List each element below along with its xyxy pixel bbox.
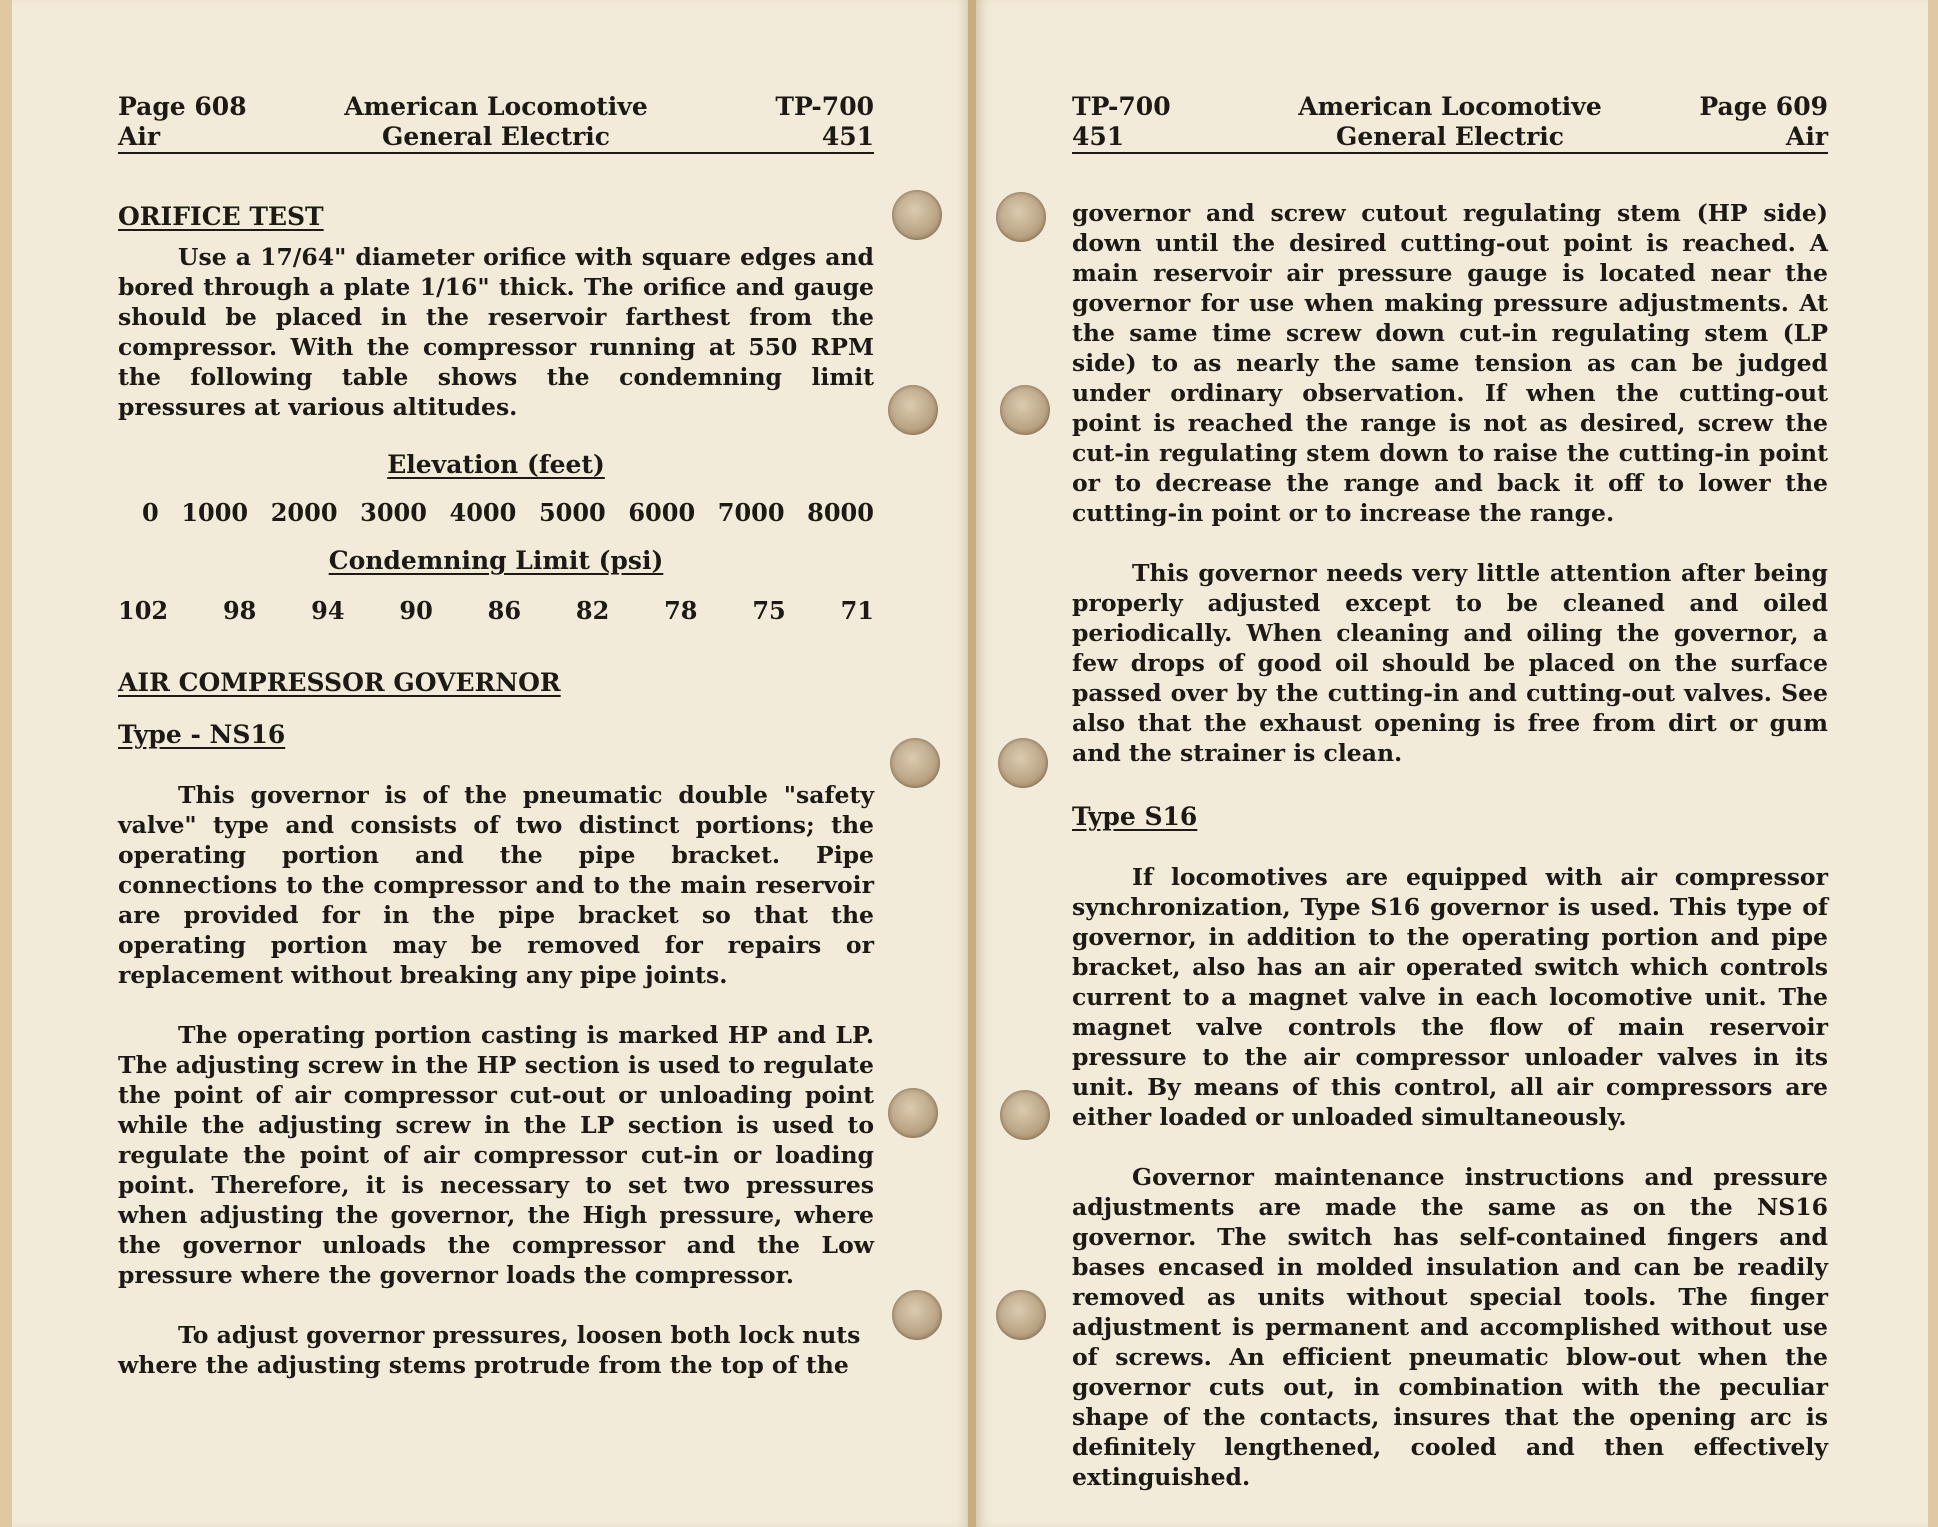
limit-value: 75 [752, 596, 786, 625]
type-ns16-heading: Type - NS16 [118, 720, 286, 749]
binder-hole [1000, 1090, 1050, 1140]
body-paragraph: Governor maintenance instructions and pressure adjustments are made the same as on the NS16 governor. The switch has self-contained fingers and bases encased in molded insulation and can be readily removed as units without special tools. The finger adjustment is permanent and accomplished without use of screws. An efficient pneumatic blow-out when the governor cuts out, in combination with the peculiar shape of the contacts, insures that the opening arc is definitely lengthened, cooled and then effectively extinguished. [1072, 1163, 1828, 1491]
binder-hole [888, 385, 938, 435]
body-paragraph: governor and screw cutout regulating stem (HP side) down until the desired cutting-out point is reached. A main reservoir air pressure gauge is located near the governor for use when making pressure adjustments. At the same time screw down cut-in regulating stem (LP side) to as nearly the same tension as can be judged under ordinary observation. If when the cutting-out point is reached the range is not as desired, screw the cut-in regulating stem down to raise the cutting-in point or to decrease the range and back it off to lower the cutting-in point or to increase the range. [1072, 199, 1828, 527]
body-paragraph: If locomotives are equipped with air compressor synchronization, Type S16 governor is used. This type of governor, in addition to the operating portion and pipe bracket, also has an air operated switch which controls current to a magnet valve in each locomotive unit. The magnet valve controls the flow of main reservoir pressure to the air compressor unloader valves in its unit. By means of this control, all air compressors are either loaded or unloaded simultaneously. [1072, 863, 1828, 1131]
elevation-value: 0 [142, 498, 159, 527]
page-header [118, 92, 874, 154]
limit-value: 90 [399, 596, 433, 625]
elevation-value: 1000 [181, 498, 249, 527]
limit-value: 102 [118, 596, 169, 625]
elevation-row [118, 498, 874, 528]
company-name: American Locomotive [344, 92, 648, 121]
body-paragraph: To adjust governor pressures, loosen both lock nuts where the adjusting stems protrude from the top of the [118, 1321, 861, 1379]
condemning-limit-heading: Condemning Limit (psi) [328, 546, 664, 575]
elevation-value: 7000 [717, 498, 785, 527]
page-number: Page 608 [118, 92, 247, 121]
governor-heading: AIR COMPRESSOR GOVERNOR [118, 668, 561, 697]
elevation-value: 4000 [449, 498, 517, 527]
elevation-value: 5000 [538, 498, 606, 527]
orifice-test-heading: ORIFICE TEST [118, 202, 324, 231]
binder-hole [1000, 385, 1050, 435]
section-label: Air [1785, 122, 1828, 151]
limit-value: 98 [222, 596, 257, 625]
limit-value: 86 [487, 596, 522, 625]
body-paragraph: The operating portion casting is marked HP and LP. The adjusting screw in the HP section is used to regulate the point of air compressor cut-out or unloading point while the adjusting screw in the LP section is used to regulate the point of air compressor cut-in or loading point. Therefore, it is necessary to set two pressures when adjusting the governor, the High pressure, where the governor unloads the compressor and the Low pressure where the governor loads the compressor. [118, 1021, 874, 1289]
limit-value: 82 [575, 596, 610, 625]
binder-hole [892, 190, 942, 240]
binder-hole [996, 192, 1046, 242]
document-subnumber: 451 [1072, 122, 1125, 151]
left-page [12, 0, 970, 1527]
binder-hole [892, 1290, 942, 1340]
right-page [976, 0, 1928, 1527]
limit-value: 78 [664, 596, 698, 625]
limit-value: 94 [311, 596, 345, 625]
body-paragraph: This governor is of the pneumatic double "safety valve" type and consists of two distinct portions; the operating portion and the pipe bracket. Pipe connections to the compressor and to the main reservoir are provided for in the pipe bracket so that the operating portion may be removed for repairs or replacement without breaking any pipe joints. [118, 781, 874, 989]
elevation-value: 3000 [360, 498, 427, 527]
binder-hole [996, 1290, 1046, 1340]
elevation-value: 6000 [628, 498, 696, 527]
page-header [1072, 92, 1828, 154]
left-page-content [118, 92, 874, 1380]
body-paragraph: This governor needs very little attention after being properly adjusted except to be cleaned and oiled periodically. When cleaning and oiling the governor, a few drops of good oil should be placed on the surface passed over by the cutting-in and cutting-out valves. See also that the exhaust opening is free from dirt or gum and the strainer is clean. [1072, 559, 1828, 767]
orifice-test-paragraph: Use a 17/64" diameter orifice with square edges and bored through a plate 1/16" thick. The orifice and gauge should be placed in the reservoir farthest from the compressor. With the compressor running at 550 RPM the following table shows the condemning limit pressures at various altitudes. [118, 243, 874, 421]
company-name-2: General Electric [1335, 122, 1565, 151]
type-s16-heading: Type S16 [1072, 802, 1198, 831]
company-name-2: General Electric [381, 122, 611, 151]
elevation-value: 8000 [807, 498, 874, 527]
limit-value: 71 [840, 596, 874, 625]
document-number: TP-700 [775, 92, 874, 121]
elevation-heading: Elevation (feet) [387, 450, 605, 479]
document-subnumber: 451 [821, 122, 874, 151]
company-name: American Locomotive [1298, 92, 1602, 121]
binder-hole [888, 1088, 938, 1138]
elevation-value: 2000 [270, 498, 338, 527]
section-label: Air [118, 122, 161, 151]
binder-hole [998, 738, 1048, 788]
document-number: TP-700 [1072, 92, 1171, 121]
condemning-limit-row [118, 596, 874, 626]
page-number: Page 609 [1699, 92, 1828, 121]
binder-hole [890, 738, 940, 788]
right-page-content [1072, 92, 1828, 1492]
